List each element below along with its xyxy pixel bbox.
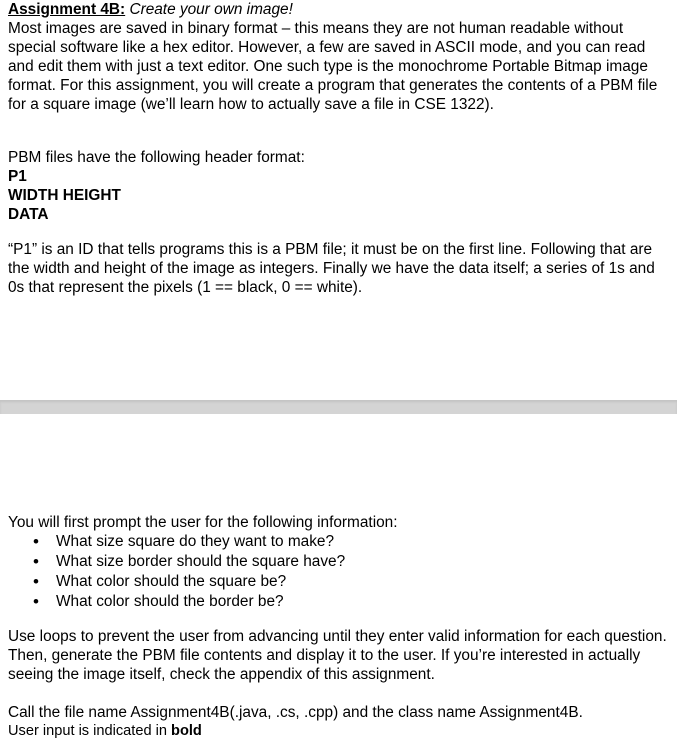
- loops-section: [8, 627, 670, 684]
- prompt-section: [8, 513, 670, 612]
- list-item: • What color should the border be?: [8, 592, 670, 612]
- question-list: [8, 532, 670, 612]
- assignment-subtitle: Create your own image!: [129, 1, 293, 18]
- list-item: • What size square do they want to make?: [8, 532, 670, 552]
- list-item: • What size border should the square have?: [8, 552, 670, 572]
- list-item: • What color should the square be?: [8, 572, 670, 592]
- intro-section: [8, 0, 670, 114]
- file-name-line: Call the file name Assignment4B(.java, .cs, .cpp) and the class name Assignment4B.: [8, 704, 583, 721]
- user-input-note: [8, 722, 670, 740]
- header-line-dimensions: WIDTH HEIGHT: [8, 187, 121, 204]
- loops-paragraph: Use loops to prevent the user from advancing until they enter valid information for each question. Then, generate the PBM file contents and display it to the user. If you’re interested in actually seeing the image itself, check the appendix of this assignment.: [8, 628, 667, 683]
- user-input-note-prefix: User input is indicated in: [8, 723, 172, 739]
- explanation-paragraph: “P1” is an ID that tells programs this is a PBM file; it must be on the first line. Following that are the width and height of the image as integers. Finally we have the data itself; a series of 1s and 0s that represent the pixels (1 == black, 0 == white).: [8, 241, 655, 296]
- assignment-label: Assignment 4B:: [8, 1, 126, 18]
- header-line-id: P1: [8, 168, 27, 185]
- document-page-2: [0, 414, 677, 750]
- header-format-lead: PBM files have the following header format:: [8, 149, 305, 166]
- header-line-data: DATA: [8, 206, 49, 223]
- page-break: [0, 400, 677, 414]
- intro-paragraph: Most images are saved in binary format – this means they are not human readable without special software like a hex editor. However, a few are saved in ASCII mode, and you can read and edit them with just a text editor. One such type is the monochrome Portable Bitmap image format. For this assignment, you will create a program that generates the contents of a PBM file for a square image (we’ll learn how to actually save a file in CSE 1322).: [8, 20, 658, 113]
- filename-section: [8, 703, 670, 740]
- user-input-note-bold: bold: [171, 723, 202, 739]
- header-format-section: [8, 148, 670, 224]
- explanation-section: [8, 240, 670, 297]
- assignment-title: [8, 0, 670, 19]
- prompt-lead: You will first prompt the user for the following information:: [8, 514, 398, 531]
